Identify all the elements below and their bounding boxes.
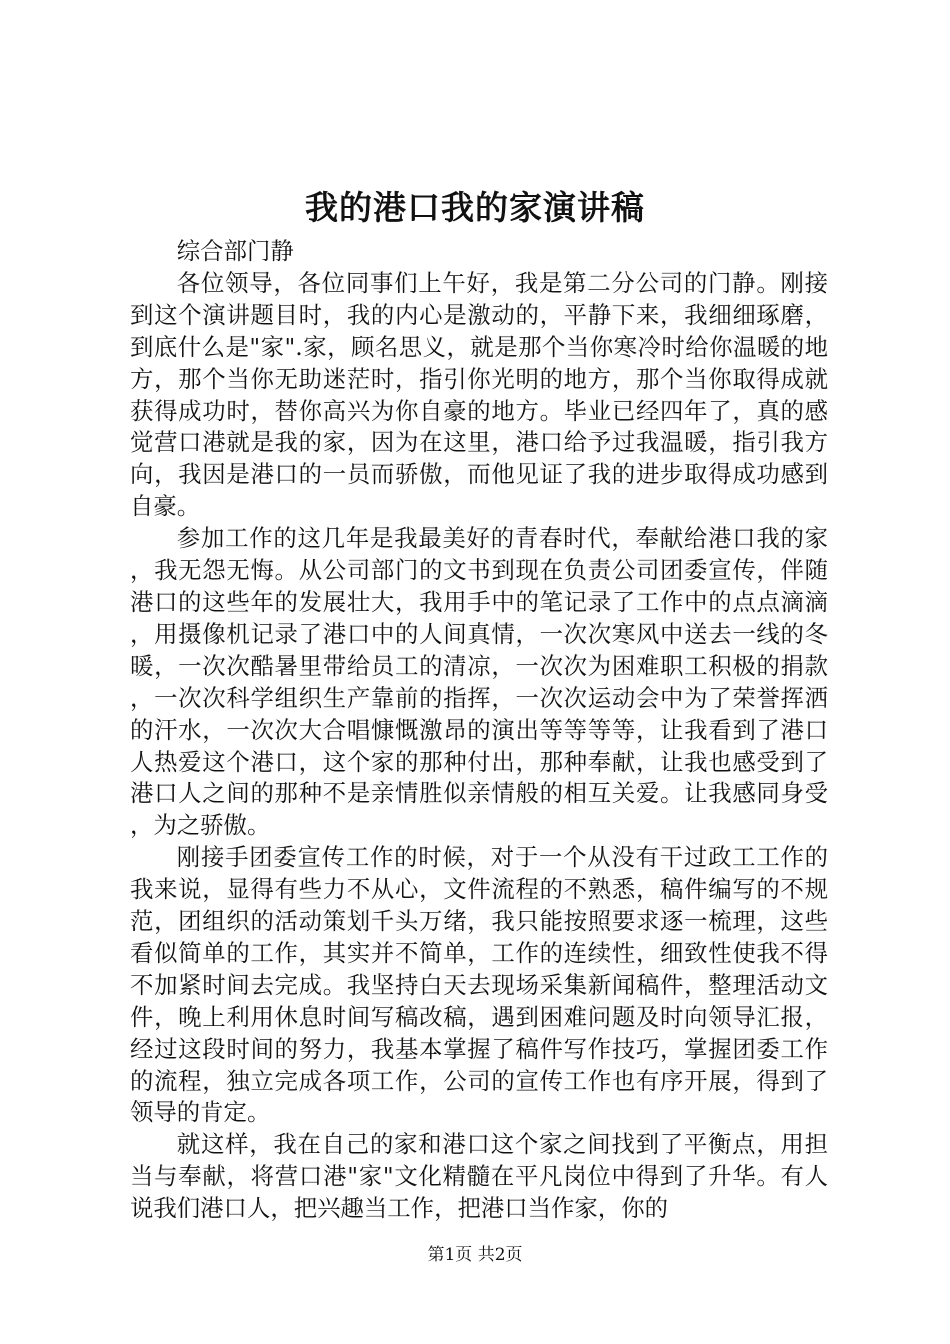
paragraph: 各位领导，各位同事们上午好，我是第二分公司的门静。刚接到这个演讲题目时，我的内心是激动的，平静下来，我细细琢磨，到底什么是"家".家，顾名思义，就是那个当你寒冷时给你温暖的地方，那个当你无助迷茫时，指引你光明的地方，那个当你取得成就获得成功时，替你高兴为你自豪的地方。毕业已经四年了，真的感觉营口港就是我的家，因为在这里，港口给予过我温暖，指引我方向，我因是港口的一员而骄傲，而他见证了我的进步取得成功感到自豪。 — [130, 268, 828, 521]
author-line: 综合部门静 — [176, 237, 294, 265]
document-title: 我的港口我的家演讲稿 — [305, 188, 645, 227]
paragraph: 刚接手团委宣传工作的时候，对于一个从没有干过政工工作的我来说，显得有些力不从心，文件流程的不熟悉，稿件编写的不规范，团组织的活动策划千头万绪，我只能按照要求逐一梳理，这些看似简单的工作，其实并不简单，工作的连续性，细致性使我不得不加紧时间去完成。我坚持白天去现场采集新闻稿件，整理活动文件，晚上利用休息时间写稿改稿，遇到困难问题及时向领导汇报，经过这段时间的努力，我基本掌握了稿件写作技巧，掌握团委工作的流程，独立完成各项工作，公司的宣传工作也有序开展，得到了领导的肯定。 — [130, 843, 828, 1127]
paragraph: 参加工作的这几年是我最美好的青春时代，奉献给港口我的家，我无怨无悔。从公司部门的文书到现在负责公司团委宣传，伴随港口的这些年的发展壮大，我用手中的笔记录了工作中的点点滴滴，用摄像机记录了港口中的人间真情，一次次寒风中送去一线的冬暖，一次次酷暑里带给员工的清凉，一次次为困难职工积极的捐款，一次次科学组织生产靠前的指挥，一次次运动会中为了荣誉挥洒的汗水，一次次大合唱慷慨激昂的演出等等等等，让我看到了港口人热爱这个港口，这个家的那种付出，那种奉献，让我也感受到了港口人之间的那种不是亲情胜似亲情般的相互关爱。让我感同身受，为之骄傲。 — [130, 524, 828, 840]
page-footer: 第1页 共2页 — [427, 1245, 523, 1265]
paragraph: 就这样，我在自己的家和港口这个家之间找到了平衡点，用担当与奉献，将营口港"家"文化精髓在平凡岗位中得到了升华。有人说我们港口人，把兴趣当工作，把港口当作家，你的 — [130, 1130, 828, 1223]
document-body — [130, 236, 828, 1225]
